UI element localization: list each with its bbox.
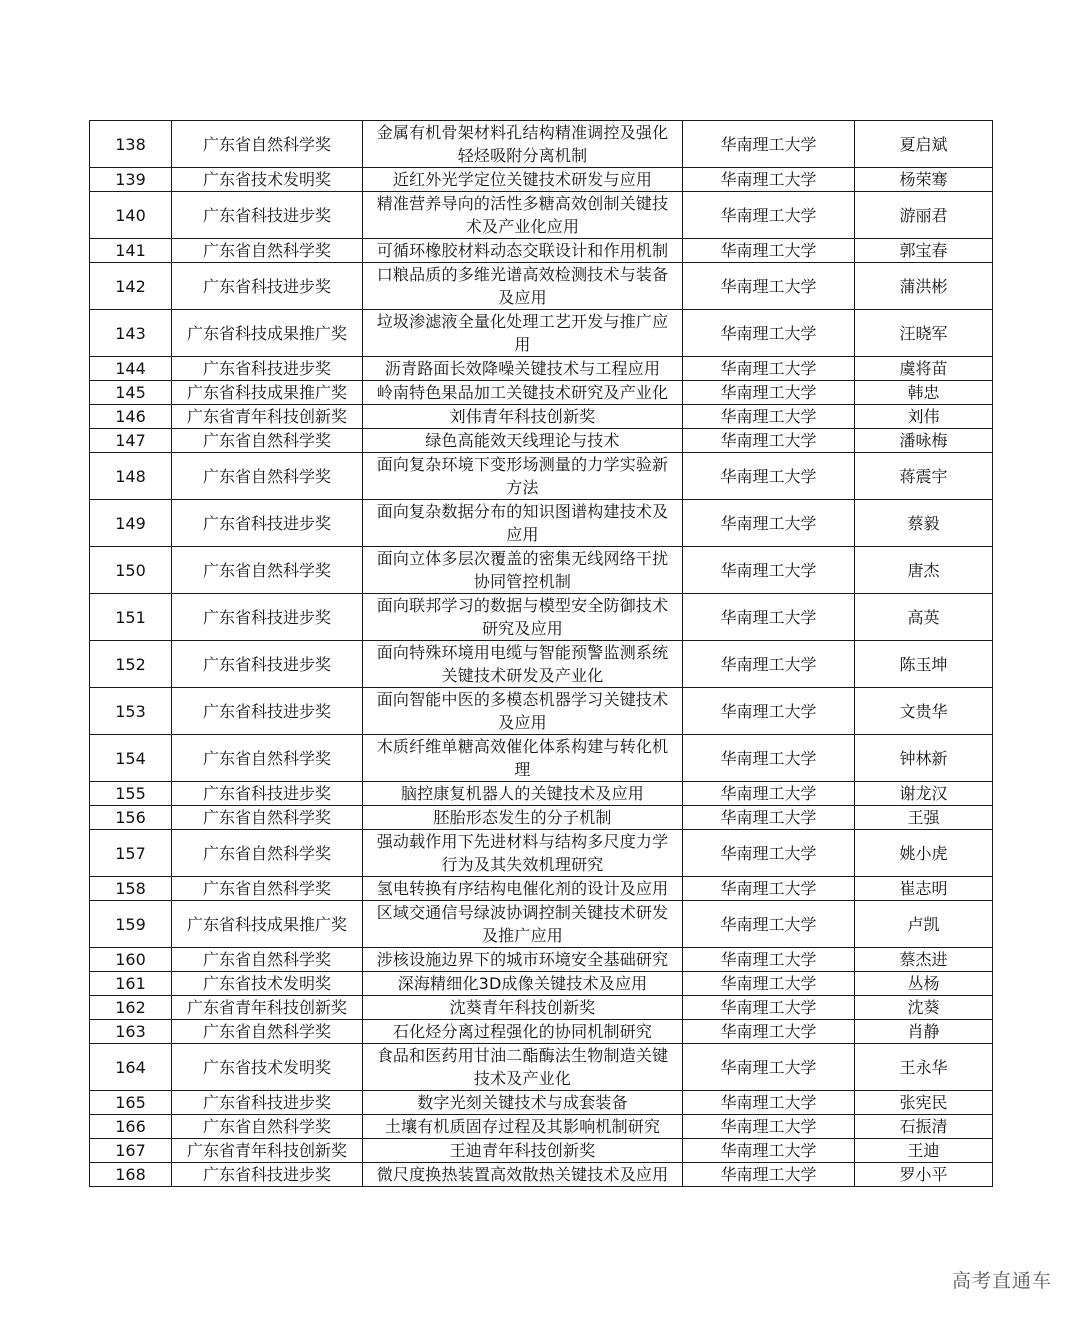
award-type-cell: 广东省科技进步奖: [172, 688, 363, 735]
row-number-cell: 141: [90, 239, 172, 263]
row-number-cell: 144: [90, 357, 172, 381]
person-name-cell: 蒋震宇: [855, 453, 993, 500]
award-type-cell: 广东省科技进步奖: [172, 641, 363, 688]
project-name-cell: 绿色高能效天线理论与技术: [363, 429, 683, 453]
award-type-cell: 广东省科技进步奖: [172, 263, 363, 310]
project-name-cell: 微尺度换热装置高效散热关键技术及应用: [363, 1163, 683, 1187]
award-type-cell: 广东省科技成果推广奖: [172, 381, 363, 405]
table-row: [90, 901, 993, 948]
institution-cell: 华南理工大学: [683, 830, 855, 877]
project-name-cell: 强动载作用下先进材料与结构多尺度力学行为及其失效机理研究: [363, 830, 683, 877]
institution-cell: 华南理工大学: [683, 263, 855, 310]
table-row: [90, 239, 993, 263]
institution-cell: 华南理工大学: [683, 1115, 855, 1139]
institution-cell: 华南理工大学: [683, 735, 855, 782]
awards-table-body: [90, 121, 993, 1187]
table-row: [90, 1091, 993, 1115]
person-name-cell: 钟林新: [855, 735, 993, 782]
row-number-cell: 160: [90, 948, 172, 972]
institution-cell: 华南理工大学: [683, 1044, 855, 1091]
institution-cell: 华南理工大学: [683, 948, 855, 972]
row-number-cell: 163: [90, 1020, 172, 1044]
table-row: [90, 641, 993, 688]
award-type-cell: 广东省科技进步奖: [172, 500, 363, 547]
award-type-cell: 广东省自然科学奖: [172, 806, 363, 830]
institution-cell: 华南理工大学: [683, 357, 855, 381]
row-number-cell: 142: [90, 263, 172, 310]
award-type-cell: 广东省自然科学奖: [172, 1020, 363, 1044]
institution-cell: 华南理工大学: [683, 547, 855, 594]
table-row: [90, 357, 993, 381]
watermark-text: 高考直通车: [951, 1270, 1052, 1292]
table-row: [90, 735, 993, 782]
award-type-cell: 广东省自然科学奖: [172, 1115, 363, 1139]
institution-cell: 华南理工大学: [683, 310, 855, 357]
table-row: [90, 948, 993, 972]
table-row: [90, 547, 993, 594]
person-name-cell: 王强: [855, 806, 993, 830]
table-row: [90, 830, 993, 877]
table-row: [90, 806, 993, 830]
person-name-cell: 杨荣骞: [855, 168, 993, 192]
row-number-cell: 157: [90, 830, 172, 877]
project-name-cell: 面向联邦学习的数据与模型安全防御技术研究及应用: [363, 594, 683, 641]
person-name-cell: 高英: [855, 594, 993, 641]
row-number-cell: 138: [90, 121, 172, 168]
row-number-cell: 166: [90, 1115, 172, 1139]
institution-cell: 华南理工大学: [683, 877, 855, 901]
row-number-cell: 143: [90, 310, 172, 357]
project-name-cell: 垃圾渗滤液全量化处理工艺开发与推广应用: [363, 310, 683, 357]
project-name-cell: 土壤有机质固存过程及其影响机制研究: [363, 1115, 683, 1139]
table-row: [90, 996, 993, 1020]
person-name-cell: 蒲洪彬: [855, 263, 993, 310]
project-name-cell: 脑控康复机器人的关键技术及应用: [363, 782, 683, 806]
award-type-cell: 广东省科技进步奖: [172, 1091, 363, 1115]
table-row: [90, 1044, 993, 1091]
project-name-cell: 岭南特色果品加工关键技术研究及产业化: [363, 381, 683, 405]
person-name-cell: 游丽君: [855, 192, 993, 239]
row-number-cell: 152: [90, 641, 172, 688]
award-type-cell: 广东省科技进步奖: [172, 594, 363, 641]
institution-cell: 华南理工大学: [683, 429, 855, 453]
institution-cell: 华南理工大学: [683, 168, 855, 192]
award-type-cell: 广东省科技成果推广奖: [172, 901, 363, 948]
person-name-cell: 沈葵: [855, 996, 993, 1020]
table-row: [90, 1163, 993, 1187]
row-number-cell: 153: [90, 688, 172, 735]
institution-cell: 华南理工大学: [683, 405, 855, 429]
row-number-cell: 167: [90, 1139, 172, 1163]
person-name-cell: 陈玉坤: [855, 641, 993, 688]
project-name-cell: 近红外光学定位关键技术研发与应用: [363, 168, 683, 192]
project-name-cell: 面向立体多层次覆盖的密集无线网络干扰协同管控机制: [363, 547, 683, 594]
project-name-cell: 沥青路面长效降噪关键技术与工程应用: [363, 357, 683, 381]
institution-cell: 华南理工大学: [683, 381, 855, 405]
person-name-cell: 崔志明: [855, 877, 993, 901]
award-type-cell: 广东省科技进步奖: [172, 782, 363, 806]
person-name-cell: 卢凯: [855, 901, 993, 948]
table-row: [90, 1020, 993, 1044]
institution-cell: 华南理工大学: [683, 782, 855, 806]
person-name-cell: 汪晓军: [855, 310, 993, 357]
table-row: [90, 405, 993, 429]
award-type-cell: 广东省科技进步奖: [172, 192, 363, 239]
institution-cell: 华南理工大学: [683, 121, 855, 168]
row-number-cell: 156: [90, 806, 172, 830]
award-type-cell: 广东省自然科学奖: [172, 830, 363, 877]
person-name-cell: 韩忠: [855, 381, 993, 405]
institution-cell: 华南理工大学: [683, 594, 855, 641]
table-row: [90, 877, 993, 901]
institution-cell: 华南理工大学: [683, 972, 855, 996]
award-type-cell: 广东省技术发明奖: [172, 1044, 363, 1091]
person-name-cell: 张宪民: [855, 1091, 993, 1115]
row-number-cell: 165: [90, 1091, 172, 1115]
award-type-cell: 广东省自然科学奖: [172, 453, 363, 500]
project-name-cell: 区域交通信号绿波协调控制关键技术研发及推广应用: [363, 901, 683, 948]
table-row: [90, 782, 993, 806]
table-row: [90, 453, 993, 500]
project-name-cell: 沈葵青年科技创新奖: [363, 996, 683, 1020]
row-number-cell: 150: [90, 547, 172, 594]
person-name-cell: 罗小平: [855, 1163, 993, 1187]
table-row: [90, 192, 993, 239]
row-number-cell: 146: [90, 405, 172, 429]
project-name-cell: 可循环橡胶材料动态交联设计和作用机制: [363, 239, 683, 263]
row-number-cell: 149: [90, 500, 172, 547]
project-name-cell: 氢电转换有序结构电催化剂的设计及应用: [363, 877, 683, 901]
project-name-cell: 胚胎形态发生的分子机制: [363, 806, 683, 830]
row-number-cell: 147: [90, 429, 172, 453]
person-name-cell: 郭宝春: [855, 239, 993, 263]
institution-cell: 华南理工大学: [683, 453, 855, 500]
row-number-cell: 139: [90, 168, 172, 192]
project-name-cell: 面向复杂数据分布的知识图谱构建技术及应用: [363, 500, 683, 547]
project-name-cell: 精准营养导向的活性多糖高效创制关键技术及产业化应用: [363, 192, 683, 239]
institution-cell: 华南理工大学: [683, 901, 855, 948]
person-name-cell: 蔡杰进: [855, 948, 993, 972]
person-name-cell: 王迪: [855, 1139, 993, 1163]
institution-cell: 华南理工大学: [683, 996, 855, 1020]
table-row: [90, 688, 993, 735]
project-name-cell: 面向智能中医的多模态机器学习关键技术及应用: [363, 688, 683, 735]
person-name-cell: 夏启斌: [855, 121, 993, 168]
project-name-cell: 食品和医药用甘油二酯酶法生物制造关键技术及产业化: [363, 1044, 683, 1091]
person-name-cell: 谢龙汉: [855, 782, 993, 806]
table-row: [90, 168, 993, 192]
row-number-cell: 164: [90, 1044, 172, 1091]
person-name-cell: 姚小虎: [855, 830, 993, 877]
person-name-cell: 刘伟: [855, 405, 993, 429]
award-type-cell: 广东省科技进步奖: [172, 1163, 363, 1187]
project-name-cell: 刘伟青年科技创新奖: [363, 405, 683, 429]
person-name-cell: 蔡毅: [855, 500, 993, 547]
table-row: [90, 429, 993, 453]
person-name-cell: 唐杰: [855, 547, 993, 594]
table-row: [90, 310, 993, 357]
row-number-cell: 158: [90, 877, 172, 901]
row-number-cell: 145: [90, 381, 172, 405]
award-type-cell: 广东省青年科技创新奖: [172, 996, 363, 1020]
row-number-cell: 159: [90, 901, 172, 948]
award-type-cell: 广东省技术发明奖: [172, 972, 363, 996]
project-name-cell: 木质纤维单糖高效催化体系构建与转化机理: [363, 735, 683, 782]
person-name-cell: 肖静: [855, 1020, 993, 1044]
award-type-cell: 广东省科技成果推广奖: [172, 310, 363, 357]
award-type-cell: 广东省自然科学奖: [172, 735, 363, 782]
project-name-cell: 数字光刻关键技术与成套装备: [363, 1091, 683, 1115]
table-row: [90, 121, 993, 168]
project-name-cell: 金属有机骨架材料孔结构精准调控及强化轻烃吸附分离机制: [363, 121, 683, 168]
person-name-cell: 石振清: [855, 1115, 993, 1139]
project-name-cell: 口粮品质的多维光谱高效检测技术与装备及应用: [363, 263, 683, 310]
institution-cell: 华南理工大学: [683, 1091, 855, 1115]
table-row: [90, 594, 993, 641]
award-type-cell: 广东省自然科学奖: [172, 121, 363, 168]
award-type-cell: 广东省青年科技创新奖: [172, 405, 363, 429]
award-type-cell: 广东省自然科学奖: [172, 429, 363, 453]
person-name-cell: 虞将苗: [855, 357, 993, 381]
institution-cell: 华南理工大学: [683, 1139, 855, 1163]
row-number-cell: 140: [90, 192, 172, 239]
person-name-cell: 潘咏梅: [855, 429, 993, 453]
project-name-cell: 深海精细化3D成像关键技术及应用: [363, 972, 683, 996]
award-type-cell: 广东省技术发明奖: [172, 168, 363, 192]
project-name-cell: 涉核设施边界下的城市环境安全基础研究: [363, 948, 683, 972]
table-row: [90, 1139, 993, 1163]
institution-cell: 华南理工大学: [683, 1163, 855, 1187]
row-number-cell: 162: [90, 996, 172, 1020]
person-name-cell: 丛杨: [855, 972, 993, 996]
institution-cell: 华南理工大学: [683, 806, 855, 830]
institution-cell: 华南理工大学: [683, 239, 855, 263]
table-row: [90, 972, 993, 996]
row-number-cell: 151: [90, 594, 172, 641]
table-row: [90, 263, 993, 310]
row-number-cell: 161: [90, 972, 172, 996]
award-type-cell: 广东省科技进步奖: [172, 357, 363, 381]
table-row: [90, 1115, 993, 1139]
project-name-cell: 石化烃分离过程强化的协同机制研究: [363, 1020, 683, 1044]
person-name-cell: 王永华: [855, 1044, 993, 1091]
table-row: [90, 381, 993, 405]
project-name-cell: 王迪青年科技创新奖: [363, 1139, 683, 1163]
award-type-cell: 广东省自然科学奖: [172, 948, 363, 972]
institution-cell: 华南理工大学: [683, 641, 855, 688]
institution-cell: 华南理工大学: [683, 688, 855, 735]
row-number-cell: 154: [90, 735, 172, 782]
institution-cell: 华南理工大学: [683, 1020, 855, 1044]
row-number-cell: 168: [90, 1163, 172, 1187]
award-type-cell: 广东省自然科学奖: [172, 547, 363, 594]
institution-cell: 华南理工大学: [683, 500, 855, 547]
award-type-cell: 广东省青年科技创新奖: [172, 1139, 363, 1163]
awards-table: [89, 120, 993, 1187]
row-number-cell: 148: [90, 453, 172, 500]
project-name-cell: 面向复杂环境下变形场测量的力学实验新方法: [363, 453, 683, 500]
person-name-cell: 文贵华: [855, 688, 993, 735]
table-row: [90, 500, 993, 547]
award-type-cell: 广东省自然科学奖: [172, 239, 363, 263]
institution-cell: 华南理工大学: [683, 192, 855, 239]
row-number-cell: 155: [90, 782, 172, 806]
project-name-cell: 面向特殊环境用电缆与智能预警监测系统关键技术研发及产业化: [363, 641, 683, 688]
award-type-cell: 广东省自然科学奖: [172, 877, 363, 901]
